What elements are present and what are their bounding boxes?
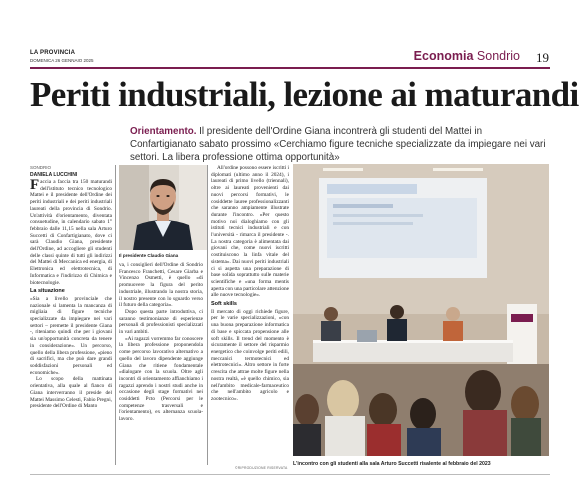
portrait-caption: Il presidente Claudio Giana: [119, 253, 179, 258]
headline: Periti industriali, lezione ai maturandi: [30, 75, 579, 114]
portrait-photo: [119, 165, 207, 250]
bottom-rule: [30, 474, 550, 475]
article-column-1: [30, 179, 112, 469]
byline-place: SONDRIO: [30, 165, 52, 170]
column-divider: [115, 165, 116, 465]
top-rule: [30, 67, 550, 69]
section-subname: Sondrio: [476, 49, 520, 63]
kicker-lead: Orientamento.: [130, 126, 197, 137]
portrait-photo-graphic: [119, 165, 207, 250]
section-name: Economia: [413, 49, 474, 63]
copyright-notice: ©RIPRODUZIONE RISERVATA: [235, 466, 288, 470]
kicker: [130, 125, 550, 164]
section-label: [414, 49, 520, 63]
paragraph: Dopo questa parte introduttiva, ci saranno testimonianze di esperienze personali di professionisti specializzati in vari ambiti.: [119, 308, 203, 336]
page-number: 19: [536, 50, 549, 65]
article-column-2: [119, 262, 203, 467]
paragraph: «Ai ragazzi vorremmo far conoscere la libera professione proponendola come percorso lavorativo alternativo a quello del lavoro dipendente aggiunge Giana che ritiene fondamentale «dialogare con la scuola. Oltre agli incontri di orientamento affianchiamo i ragazzi aprendo i nostri studi anche in occasione degli stage formativi nei cosiddetti Pcto (Percorsi per le competenze trasversali e l'orientamento), ex alternanza scuola-lavoro.: [119, 335, 203, 423]
subhead-la-situazione: La situazione: [30, 288, 65, 295]
kicker-text: Il presidente dell'Ordine Giana incontrerà gli studenti del Mattei in Confartigianato sabato prossimo «Cerchiamo figure tecniche specializzate da impiegare nei vari settori. La libera professione ottima opportunità»: [130, 126, 546, 163]
paragraph: All'ordine possono essere iscritti i diplomati (ultimo anno il 2024), i laureati di primo livello (triennali), oltre ai laureati provenienti dai nuovi percorsi formativi, le cosiddette lauree professionalizzanti che saranno ampiamente illustrate durante l'incontro. «Per questo motivo noi dialoghiamo con gli istituti tecnici industriali e con l'università - rimarca il presidente -. La nostra categoria è alimentata dai giovani che, come nuovi iscritti costituiscono la linfa vitale del sistema». Dai nuovi periti industriali ci si aspetta una preparazione di base solida soprattutto sulle materie scientifiche e «una forma mentis aperta con una particolare attenzione alle nuove tecnologie».: [211, 165, 289, 299]
drop-cap: F: [30, 179, 40, 193]
column-divider: [207, 165, 208, 465]
byline-author: DANIELA LUCCHINI: [30, 172, 78, 178]
paragraph: «Sia a livello provinciale che nazionale si lamenta la mancanza di migliaia di figure tecniche specializzate da impiegare nei vari settori – premette il presidente Giana -, riteniamo quindi che per i giovani sia un'opportunità concreta da tenere in considerazione». Un percorso, quello della libera professione, «pieno di sacrifici, ma che può dare grandi soddisfazioni personali ed economiche».: [30, 295, 112, 376]
subhead-soft-skills: Soft skills: [211, 301, 237, 308]
paragraph: Il mercato di oggi richiede figure, per le varie specializzazioni, «con una buona preparazione informatica di base e spiccata propensione alle soft skills. Il trend del momento è sicuramente il settore del risparmio energetico che coinvolge periti edili, meccanici termotecnici ed elettrotecnici». Altro settore in forte crescita che attrae molte figure nella nostra realtà, «è quello chimico, sia nell'ambito medicale-farmaceutico che nell'ambito agricolo e zootecnico».: [211, 308, 289, 402]
paragraph: va, i consiglieri dell'Ordine di Sondrio Francesco Franchetti, Cesare Giarba e Vincenzo Osmetti, è quello «di promuovere la figura del perito industriale, illustrando la nostra storia, il nostro presente con lo sguardo verso il futuro della categoria».: [119, 262, 203, 309]
conference-photo: [293, 164, 549, 456]
masthead-date: DOMENICA 26 GENNAIO 2025: [30, 58, 94, 63]
article-column-3: [211, 165, 289, 465]
paragraph: Lo scopo della mattinata orientativa, alla quale al fianco di Giana interverranno il preside del Mattei Massimo Celesti, Fabio Pregni, presidente dell'Ordine di Manto: [30, 376, 112, 410]
paragraph: Faccia a faccia tra 150 maturandi dell'istituto tecnico tecnologico Mattei e il presidente dell'Ordine dei periti industriali e dei periti industriali laureati della provincia di Sondrio. Un'attività d'orientamento, diventata consuetudine, in calendario sabato 1° febbraio dalle 11,15 nella sala Arturo Succetti di Confartigianato, dove ci sarà Claudio Giana, presidente dell'Ordine, ad accogliere gli studenti delle classi quinte di tutti gli indirizzi del Mattei di Meccanica ed energia, di Elettronica ed elettrotecnica, di Informatica e l'indirizzo di Chimica e biotecnologie.: [30, 179, 112, 286]
conference-photo-caption: L'incontro con gli studenti alla sala Arturo Succetti risalente al febbraio del 2023: [293, 461, 491, 467]
conference-photo-graphic: [293, 164, 549, 456]
masthead-paper-name: LA PROVINCIA: [30, 50, 76, 56]
